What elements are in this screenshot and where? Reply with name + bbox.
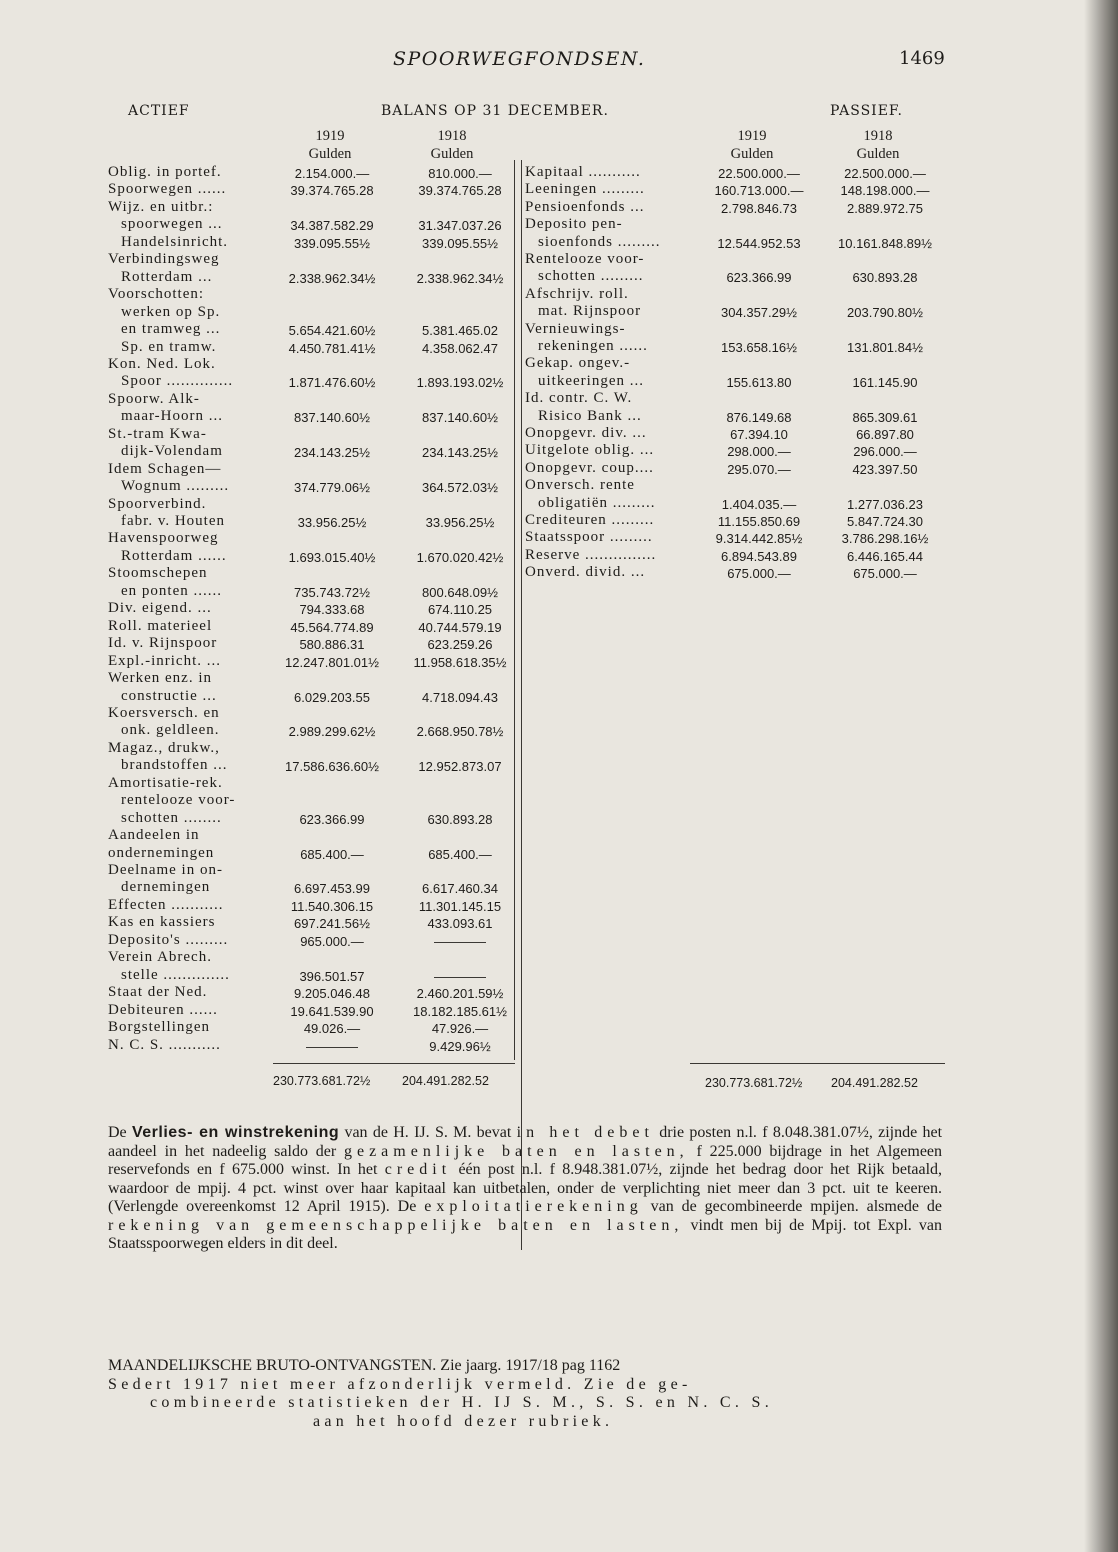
para-seg-1: van de H. IJ. S. M. bevat [344, 1124, 512, 1141]
value-1919: 1.404.035.— [721, 496, 797, 512]
value-1919: 6.894.543.89 [721, 548, 797, 564]
row-label: Crediteuren ......... [525, 512, 655, 528]
value-1918: 4.358.062.47 [422, 340, 498, 356]
value-1918: 148.198.000.— [840, 183, 930, 199]
page-number: 1469 [899, 48, 945, 69]
row-label: Deelname in on- [108, 862, 223, 878]
row-label: Verein Abrech. [108, 949, 212, 966]
value-1918: 161.145.90 [852, 374, 918, 390]
row-label: dernemingen [121, 879, 211, 896]
value-1918: 630.893.28 [427, 811, 493, 827]
value-1918: 12.952.873.07 [418, 759, 502, 775]
value-1918: 1.277.036.23 [847, 496, 923, 512]
value-1918: 39.374.765.28 [418, 183, 502, 199]
value-1919: 34.387.582.29 [290, 218, 374, 234]
value-1918: 339.095.55½ [422, 235, 498, 251]
row-label: N. C. S. ........... [108, 1036, 221, 1053]
value-1919: 4.450.781.41½ [288, 340, 376, 356]
value-1918: 2.460.201.59½ [416, 986, 504, 1002]
value-1919: 5.654.421.60½ [288, 323, 376, 339]
row-label: sioenfonds ......... [538, 233, 661, 250]
actief-heading: ACTIEF [128, 103, 190, 119]
value-1919: 6.029.203.55 [294, 689, 370, 705]
row-label: Risico Bank ... [538, 407, 642, 424]
left-inner-divider [514, 160, 515, 1060]
row-label: Kapitaal ........... [525, 164, 641, 180]
value-1919: 153.658.16½ [721, 340, 797, 355]
para-spaced-exploitatie: exploitatierekening [424, 1198, 643, 1215]
value-1919: 675.000.— [727, 566, 791, 582]
value-1919: 45.564.774.89 [290, 619, 374, 635]
row-label: Afschrijv. roll. [525, 285, 629, 302]
value-1919: 1.693.015.40½ [288, 549, 376, 565]
value-1918: ———— [434, 933, 486, 949]
value-1918: 433.093.61 [427, 916, 493, 932]
value-1919: 374.779.06½ [294, 480, 370, 496]
right-total-1918: 204.491.282.52 [831, 1076, 918, 1090]
row-label: Rotterdam ...... [121, 547, 227, 564]
value-1919: 735.743.72½ [294, 584, 370, 600]
value-1918: 234.143.25½ [422, 445, 498, 461]
value-1919: 49.026.— [303, 1021, 361, 1037]
value-1918: 623.259.26 [427, 637, 493, 653]
left-year-1919: 1919 [315, 128, 345, 144]
row-label: maar-Hoorn ... [121, 408, 224, 425]
row-label: Oblig. in portef. [108, 164, 222, 180]
row-label: rentelooze voor- [121, 792, 236, 809]
value-1919: 965.000.— [300, 933, 364, 949]
row-label: Effecten ........... [108, 896, 224, 913]
value-1919: 697.241.56½ [294, 916, 370, 932]
row-label: Spoor .............. [121, 373, 234, 390]
row-label: en ponten ...... [121, 582, 222, 599]
row-label: Leeningen ......... [525, 181, 645, 198]
row-label: Voorschotten: [108, 286, 205, 303]
value-1919: 2.338.962.34½ [288, 270, 376, 286]
row-label: Werken enz. in [108, 670, 212, 687]
value-1918: 131.801.84½ [847, 340, 923, 355]
row-label: Uitgelote oblig. ... [525, 442, 655, 459]
value-1918: 9.429.96½ [429, 1038, 491, 1054]
row-label: Id. contr. C. W. [525, 390, 633, 407]
value-1919: 155.613.80 [726, 374, 792, 390]
value-1919: 623.366.99 [299, 811, 365, 827]
row-label: Kon. Ned. Lok. [108, 355, 216, 372]
value-1918: 364.572.03½ [422, 480, 498, 496]
row-label: Div. eigend. ... [108, 600, 212, 617]
para-seg-3: f 225.000 bijdrage in het Algemeen reservefonds en f 675.000 winst. In het [108, 1142, 943, 1178]
row-label: Onverd. divid. ... [525, 564, 646, 581]
row-label: Spoorwegen ...... [108, 181, 227, 198]
value-1918: 4.718.094.43 [422, 689, 498, 705]
value-1919: 17.586.636.60½ [285, 759, 379, 775]
row-label: Havenspoorweg [108, 530, 219, 547]
value-1918: 837.140.60½ [422, 410, 498, 426]
right-total-rule [690, 1063, 945, 1064]
value-1918: 800.648.09½ [422, 584, 498, 600]
left-total-rule [273, 1063, 515, 1064]
value-1918: 40.744.579.19 [418, 619, 502, 635]
value-1918: ———— [434, 968, 486, 984]
row-label: Verbindingsweg [108, 251, 220, 268]
note-line-3: combineerde statistieken der H. IJ S. M., S. S. en N. C. S. [150, 1394, 773, 1411]
value-1918: 675.000.— [853, 566, 917, 582]
row-label: Onopgevr. coup.... [525, 459, 654, 476]
left-total-1919: 230.773.681.72½ [273, 1074, 371, 1088]
left-total-1918: 204.491.282.52 [402, 1074, 489, 1088]
row-label: Sp. en tramw. [121, 338, 217, 355]
value-1919: 1.871.476.60½ [288, 375, 376, 391]
balance-heading: BALANS OP 31 DECEMBER. [381, 103, 609, 119]
center-divider [521, 160, 522, 1250]
value-1918: 47.926.— [431, 1021, 489, 1037]
row-label: en tramweg ... [121, 321, 221, 338]
row-label: Magaz., drukw., [108, 739, 220, 756]
row-label: stelle .............. [121, 966, 230, 983]
right-unit-1919: Gulden [730, 146, 774, 162]
para-spaced-debet: in het debet [516, 1124, 654, 1141]
value-1918: 11.301.145.15 [418, 898, 502, 914]
value-1919: 580.886.31 [299, 637, 365, 653]
value-1918: 423.397.50 [852, 461, 918, 477]
value-1918: 674.110.25 [427, 602, 493, 618]
value-1919: 9.205.046.48 [294, 986, 370, 1002]
value-1918: 2.668.950.78½ [416, 724, 504, 740]
note-line-4: aan het hoofd dezer rubriek. [313, 1412, 614, 1430]
row-label: brandstoffen ... [121, 757, 228, 774]
para-seg-6: vindt men bij de Mpij. tot Expl. van Staatsspoorwegen elders in dit deel. [108, 1216, 942, 1252]
row-label: Amortisatie-rek. [108, 774, 223, 791]
row-label: Staatsspoor ......... [525, 529, 653, 546]
row-label: Rentelooze voor- [525, 251, 645, 267]
row-label: Debiteuren ...... [108, 1001, 218, 1018]
row-label: Onopgevr. div. ... [525, 425, 647, 441]
value-1919: 304.357.29½ [721, 305, 797, 321]
value-1919: 12.247.801.01½ [285, 654, 379, 670]
value-1918: 11.958.618.35½ [413, 654, 507, 670]
row-label: Spoorw. Alk- [108, 390, 200, 407]
row-label: uitkeeringen ... [538, 372, 644, 389]
value-1919: 623.366.99 [726, 270, 792, 286]
value-1918: 18.182.185.61½ [413, 1003, 507, 1019]
row-label: schotten ........ [121, 809, 222, 826]
row-label: Expl.-inricht. ... [108, 652, 221, 669]
row-label: rekeningen ...... [538, 338, 648, 354]
para-spaced-rekening: rekening van gemeenschappelijke baten en lasten, [108, 1216, 684, 1234]
row-label: Staat der Ned. [108, 984, 208, 1001]
value-1918: 10.161.848.89½ [838, 235, 932, 251]
value-1918: 3.786.298.16½ [841, 531, 929, 547]
value-1918: 2.338.962.34½ [416, 270, 504, 286]
value-1918: 66.897.80 [856, 427, 914, 442]
row-label: constructie ... [121, 687, 217, 704]
page-binding-shadow [1084, 0, 1118, 1552]
para-spaced-gezamenlijke: gezamenlijke baten en lasten, [343, 1142, 689, 1160]
value-1919: 6.697.453.99 [294, 881, 370, 897]
value-1919: 2.798.846.73 [721, 200, 797, 216]
passief-heading: PASSIEF. [830, 103, 903, 119]
value-1918: 685.400.— [428, 846, 492, 862]
para-seg-2: drie posten n.l. f 8.048.381.07½, zijnde het aandeel in het nadeelig saldo der [108, 1124, 943, 1160]
value-1919: 876.149.68 [726, 409, 792, 425]
right-total-1919: 230.773.681.72½ [705, 1076, 803, 1090]
row-label: werken op Sp. [121, 303, 221, 320]
note-line-1: MAANDELIJKSCHE BRUTO-ONTVANGSTEN. Zie jaarg. 1917/18 pag 1162 [108, 1357, 621, 1374]
row-label: Idem Schagen— [108, 460, 222, 477]
para-lead: De [108, 1124, 127, 1141]
value-1918: 6.617.460.34 [422, 881, 498, 897]
row-label: Handelsinricht. [121, 233, 229, 250]
row-label: dijk-Volendam [121, 443, 223, 460]
row-label: Vernieuwings- [525, 320, 626, 337]
value-1919: 2.154.000.— [294, 166, 370, 181]
para-seg-4: één post n.l. f 8.948.381.07½, zijnde het bedrag door het Rijk betaald, waardoor de mpij. 4 pct. winst over haar kapitaal kan uitbetalen, onder de verplichting niet meer dan 3 pct. uit te keeren. (Verlengde overeenkomst 12 April 1915). De [108, 1161, 943, 1215]
para-seg-5: van de gecombineerde mpijen. alsmede de [650, 1198, 943, 1215]
value-1919: 19.641.539.90 [290, 1003, 374, 1019]
left-year-1918: 1918 [437, 128, 467, 144]
explanatory-paragraph [108, 1124, 942, 1254]
row-label: Koersversch. en [108, 704, 220, 721]
value-1919: 39.374.765.28 [290, 183, 374, 199]
value-1918: 865.309.61 [852, 409, 918, 425]
row-label: Reserve ............... [525, 546, 657, 563]
value-1919: ———— [306, 1038, 358, 1054]
row-label: Kas en kassiers [108, 914, 216, 931]
value-1919: 2.989.299.62½ [288, 724, 376, 740]
para-bold-term: Verlies- en winstrekening [131, 1124, 340, 1141]
row-label: Onversch. rente [525, 477, 635, 494]
value-1918: 31.347.037.26 [418, 218, 502, 234]
value-1918: 1.670.020.42½ [416, 549, 504, 565]
value-1918: 1.893.193.02½ [416, 375, 504, 391]
value-1919: 234.143.25½ [294, 445, 370, 461]
value-1919: 22.500.000.— [718, 166, 800, 181]
row-label: mat. Rijnspoor [538, 303, 642, 320]
row-label: onk. geldleen. [121, 722, 220, 739]
value-1918: 22.500.000.— [844, 166, 926, 181]
value-1918: 203.790.80½ [847, 305, 923, 321]
value-1919: 11.155.850.69 [717, 514, 801, 529]
row-label: St.-tram Kwa- [108, 425, 207, 442]
row-label: Deposito's ......... [108, 931, 229, 948]
value-1919: 12.544.952.53 [717, 235, 801, 251]
value-1919: 396.501.57 [299, 968, 365, 984]
row-label: ondernemingen [108, 844, 215, 861]
row-label: obligatiën ......... [538, 494, 656, 511]
value-1919: 295.070.— [727, 461, 791, 477]
left-unit-1918: Gulden [430, 146, 474, 162]
value-1919: 9.314.442.85½ [715, 531, 803, 547]
value-1919: 339.095.55½ [294, 235, 370, 251]
right-year-1919: 1919 [737, 128, 767, 144]
value-1918: 6.446.165.44 [847, 548, 923, 564]
row-label: Id. v. Rijnspoor [108, 635, 218, 652]
row-label: fabr. v. Houten [121, 513, 226, 529]
row-label: Roll. materieel [108, 617, 213, 634]
note-line-2: Sedert 1917 niet meer afzonderlijk vermeld. Zie de ge- [108, 1375, 692, 1393]
value-1919: 160.713.000.— [714, 183, 804, 199]
value-1918: 630.893.28 [852, 270, 918, 286]
row-label: Gekap. ongev.- [525, 355, 631, 372]
value-1919: 11.540.306.15 [290, 898, 374, 914]
value-1919: 794.333.68 [299, 602, 365, 618]
left-unit-1919: Gulden [308, 146, 352, 162]
row-label: Rotterdam ... [121, 268, 213, 285]
row-label: schotten ......... [538, 268, 644, 285]
row-label: Deposito pen- [525, 216, 623, 233]
value-1919: 67.394.10 [730, 427, 788, 442]
row-label: Spoorverbind. [108, 495, 207, 512]
row-label: Stoomschepen [108, 565, 208, 582]
running-title: SPOORWEGFONDSEN. [393, 48, 646, 70]
value-1919: 685.400.— [300, 846, 364, 862]
para-spaced-credit: credit [384, 1161, 452, 1178]
row-label: Borgstellingen [108, 1019, 211, 1036]
row-label: Aandeelen in [108, 827, 200, 844]
value-1919: 298.000.— [727, 444, 791, 460]
value-1918: 2.889.972.75 [847, 200, 923, 216]
value-1918: 33.956.25½ [425, 515, 495, 530]
value-1918: 296.000.— [853, 444, 917, 460]
row-label: spoorwegen ... [121, 216, 223, 233]
monthly-receipts-note [108, 1357, 942, 1431]
right-year-1918: 1918 [863, 128, 893, 144]
row-label: Pensioenfonds ... [525, 198, 645, 215]
value-1918: 810.000.— [428, 166, 492, 181]
value-1919: 33.956.25½ [297, 515, 367, 530]
value-1919: 837.140.60½ [294, 410, 370, 426]
value-1918: 5.381.465.02 [422, 323, 498, 339]
row-label: Wijz. en uitbr.: [108, 198, 214, 215]
right-unit-1918: Gulden [856, 146, 900, 162]
value-1918: 5.847.724.30 [847, 514, 923, 529]
row-label: Wognum ......... [121, 478, 230, 495]
